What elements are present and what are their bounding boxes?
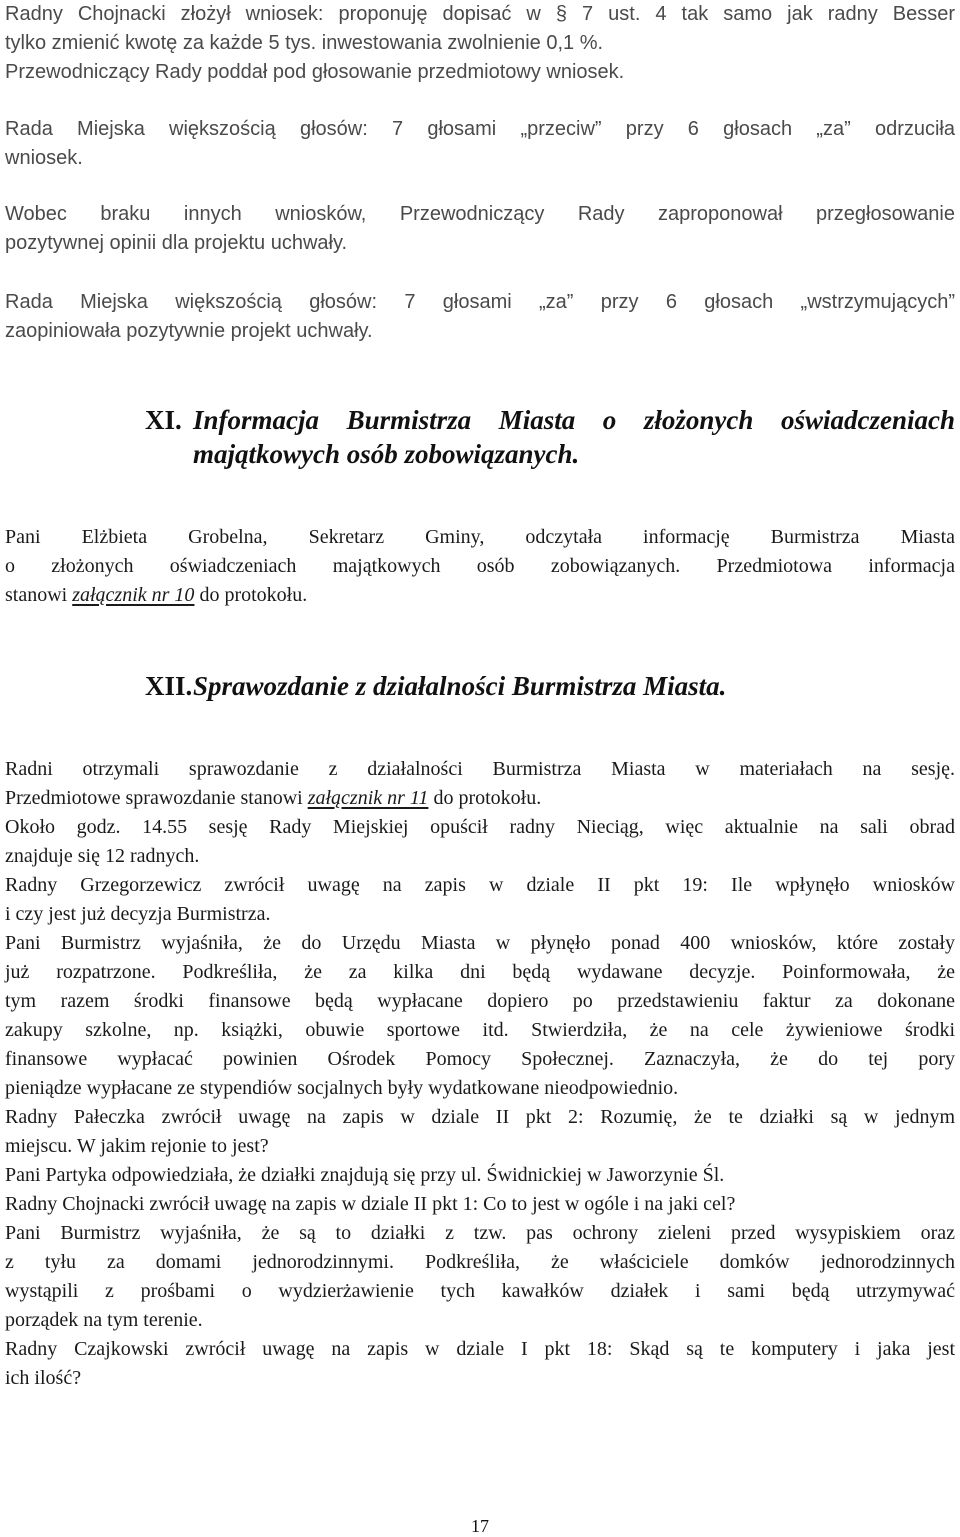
text-line: o złożonych oświadczeniach majątkowych osób zobowiązanych. Przedmiotowa informacja — [5, 555, 955, 577]
text-line: zakupy szkolne, np. książki, obuwie sportowe itd. Stwierdziła, że na cele żywieniowe środki — [5, 1019, 955, 1041]
text-line: już rozpatrzone. Podkreśliła, że za kilka dni będą wydawane decyzje. Poinformowała, że — [5, 961, 955, 983]
text-line: Radny Grzegorzewicz zwrócił uwagę na zapis w dziale II pkt 19: Ile wpłynęło wniosków — [5, 874, 955, 896]
text-line: Radni otrzymali sprawozdanie z działalności Burmistrza Miasta w materiałach na sesję. — [5, 758, 955, 780]
text-line: Wobec braku innych wniosków, Przewodniczący Rady zaproponował przegłosowanie — [5, 203, 955, 225]
paragraph-vote-approved — [5, 288, 955, 346]
text-line: Radny Pałeczka zwrócił uwagę na zapis w dziale II pkt 2: Rozumię, że te działki są w jednym — [5, 1106, 955, 1128]
section-heading-xi — [0, 403, 960, 473]
text-line: pieniądze wypłacane ze stypendiów socjalnych były wydatkowane nieodpowiednio. — [5, 1077, 679, 1099]
text-line: znajduje się 12 radnych. — [5, 845, 200, 867]
text-line: porządek na tym terenie. — [5, 1309, 203, 1331]
text-line: Pani Burmistrz wyjaśniła, że do Urzędu Miasta w płynęło ponad 400 wniosków, które zostały — [5, 932, 955, 954]
text-line: finansowe wypłacać powinien Ośrodek Pomocy Społecznej. Zaznaczyła, że do tej pory — [5, 1048, 955, 1070]
text-line: Pani Elżbieta Grobelna, Sekretarz Gminy, odczytała informację Burmistrza Miasta — [5, 526, 955, 548]
text-line: Pani Burmistrz wyjaśniła, że są to działki z tzw. pas ochrony zieleni przed wysypiskiem oraz — [5, 1222, 955, 1244]
text-line: wniosek. — [5, 147, 83, 169]
text-line: Radny Czajkowski zwrócił uwagę na zapis w dziale I pkt 18: Skąd są te komputery i jaka jest — [5, 1338, 955, 1360]
paragraph-asset-declarations — [5, 523, 955, 610]
text-line: z tyłu za domami jednorodzinnymi. Podkreśliła, że właściciele domków jednorodzinnych — [5, 1251, 955, 1273]
text-line: zaopiniowała pozytywnie projekt uchwały. — [5, 320, 373, 342]
section-title-line: majątkowych osób zobowiązanych. — [193, 439, 580, 469]
text-line: wystąpili z prośbami o wydzierżawienie tych kawałków działek i sami będą utrzymywać — [5, 1280, 955, 1302]
section-heading-xii — [0, 669, 960, 705]
paragraph-chojnacki-motion — [5, 0, 955, 87]
paragraph-proposal — [5, 200, 955, 258]
text-line: tym razem środki finansowe będą wypłacane dopiero po przedstawieniu faktur za dokonane — [5, 990, 955, 1012]
text-line: Około godz. 14.55 sesję Rady Miejskiej opuścił radny Nieciąg, więc aktualnie na sali obrad — [5, 816, 955, 838]
paragraph-mayor-report — [5, 755, 955, 1393]
text-line: ich ilość? — [5, 1367, 82, 1389]
text-line: tylko zmienić kwotę za każde 5 tys. inwestowania zwolnienie 0,1 %. — [5, 32, 604, 54]
text-line: Przewodniczący Rady poddał pod głosowanie przedmiotowy wniosek. — [5, 61, 625, 83]
text-line: miejscu. W jakim rejonie to jest? — [5, 1135, 269, 1157]
text-line: pozytywnej opinii dla projektu uchwały. — [5, 232, 348, 254]
attachment-10-reference: załącznik nr 10 — [72, 584, 195, 606]
text-line: Pani Partyka odpowiedziała, że działki znajdują się przy ul. Świdnickiej w Jaworzynie Śl. — [5, 1164, 725, 1186]
section-title: Sprawozdanie z działalności Burmistrza Miasta. — [193, 671, 727, 701]
text-line: Radny Chojnacki zwrócił uwagę na zapis w dziale II pkt 1: Co to jest w ogóle i na jaki cel? — [5, 1193, 736, 1215]
attachment-11-reference: załącznik nr 11 — [307, 787, 429, 809]
page-number: 17 — [471, 1516, 489, 1536]
text-line: Przedmiotowe sprawozdanie stanowi załącznik nr 11 do protokołu. — [5, 787, 542, 809]
section-number: XI. — [145, 405, 182, 435]
section-number: XII. — [145, 671, 193, 701]
text-line: Rada Miejska większością głosów: 7 głosami „za” przy 6 głosach „wstrzymujących” — [5, 291, 955, 313]
text-line: Radny Chojnacki złożył wniosek: proponuję dopisać w § 7 ust. 4 tak samo jak radny Besser — [5, 3, 955, 25]
text-line: Rada Miejska większością głosów: 7 głosami „przeciw” przy 6 głosach „za” odrzuciła — [5, 118, 955, 140]
text-line: i czy jest już decyzja Burmistrza. — [5, 903, 271, 925]
text-line: stanowi załącznik nr 10 do protokołu. — [5, 584, 308, 606]
paragraph-vote-rejected — [5, 115, 955, 173]
section-title-line: Informacja Burmistrza Miasta o złożonych oświadczeniach — [193, 405, 955, 435]
